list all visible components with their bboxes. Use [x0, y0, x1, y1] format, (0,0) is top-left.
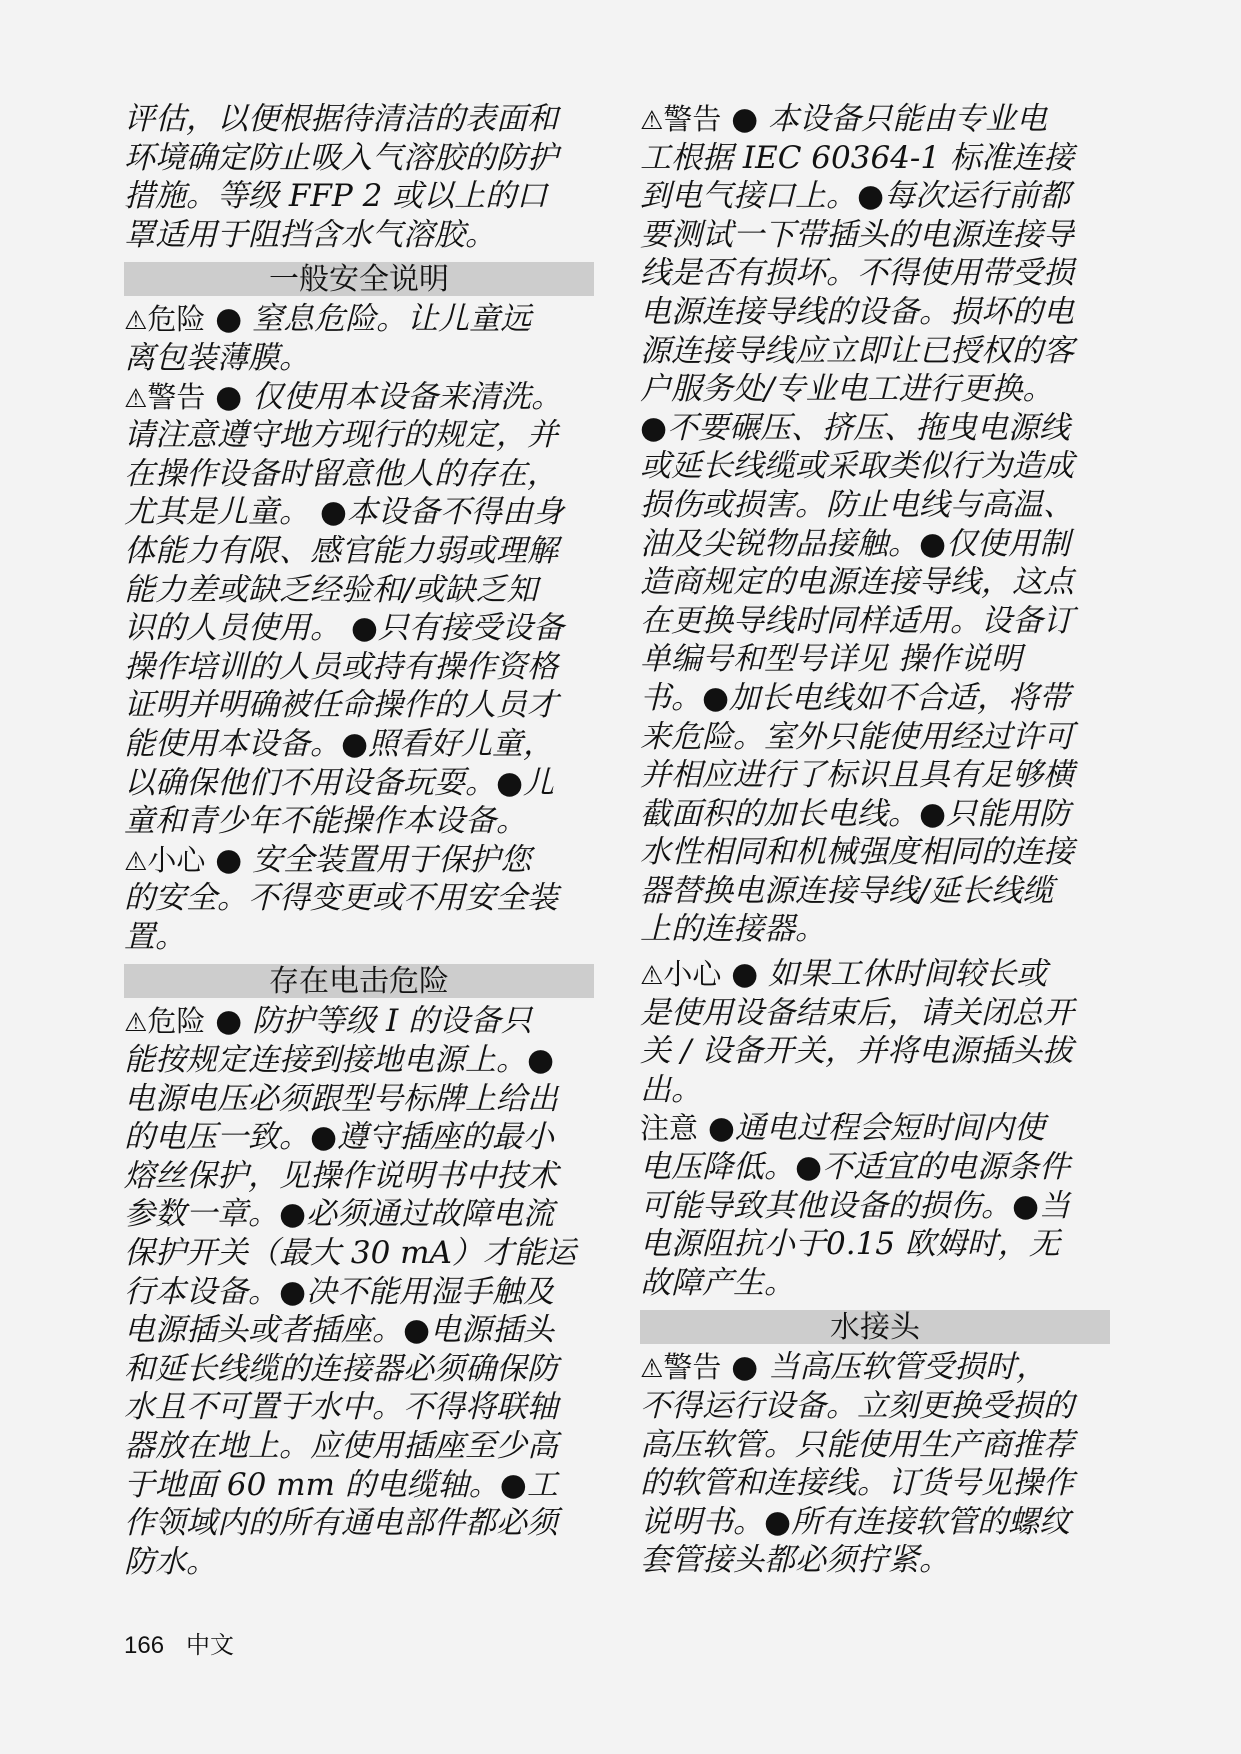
warning-label: 警告: [663, 1350, 722, 1385]
text-line: 是使用设备结束后，请关闭总开: [640, 994, 1074, 1031]
warning-block-electrician: [640, 100, 1110, 949]
text-line: ● 当高压软管受损时，: [721, 1349, 1048, 1386]
danger-label: 危险: [147, 302, 206, 337]
warning-triangle-icon: ⚠: [124, 846, 148, 877]
text-line: 保护开关（最大 30 mA）才能运: [124, 1235, 576, 1272]
text-line: 能使用本设备。●照看好儿童，: [124, 725, 555, 762]
text-line: ●通电过程会短时间内使: [698, 1110, 1045, 1147]
text-line: 或延长线缆或采取类似行为造成: [640, 448, 1074, 485]
warning-triangle-icon: ⚠: [640, 961, 664, 992]
text-line: 熔丝保护，见操作说明书中技术: [124, 1157, 558, 1194]
text-line: 体能力有限、感官能力弱或理解: [124, 532, 558, 569]
text-line: 说明书。●所有连接软管的螺纹: [640, 1503, 1071, 1540]
caution-block-safety-devices: [124, 841, 594, 957]
caution-label: 小心: [147, 842, 206, 877]
warning-triangle-icon: ⚠: [124, 383, 148, 414]
text-line: ● 窒息危险。让儿童远: [205, 301, 532, 338]
text-line: 防水。: [124, 1543, 217, 1580]
text-line: 水且不可置于水中。不得将联轴: [124, 1389, 558, 1426]
text-line: 器替换电源连接导线/延长线缆: [640, 872, 1054, 909]
danger-label: 危险: [147, 1004, 206, 1039]
text-line: 到电气接口上。●每次运行前都: [640, 178, 1071, 215]
warning-block-hose: [640, 1348, 1110, 1580]
page-number: 166: [124, 1632, 165, 1659]
text-line: 油及尖锐物品接触。●仅使用制: [640, 525, 1071, 562]
text-line: 不得运行设备。立刻更换受损的: [640, 1388, 1074, 1424]
left-column: [124, 100, 594, 1581]
text-line: 上的连接器。: [640, 911, 826, 948]
text-line: 关 / 设备开关，并将电源插头拔: [640, 1033, 1074, 1070]
warning-triangle-icon: ⚠: [124, 306, 148, 337]
text-line: 离包装薄膜。: [124, 339, 310, 376]
text-line: ● 防护等级 I 的设备只: [205, 1003, 533, 1040]
text-line: 在更换导线时同样适用。设备订: [640, 602, 1074, 639]
text-line: 行本设备。●决不能用湿手触及: [124, 1273, 555, 1310]
warning-triangle-icon: ⚠: [124, 1008, 148, 1039]
text-line: 电压降低。●不适宜的电源条件: [640, 1149, 1071, 1186]
text-line: 来危险。室外只能使用经过许可: [640, 718, 1074, 755]
text-line: 电源阻抗小于0.15 欧姆时，无: [640, 1226, 1060, 1263]
text-line: 能力差或缺乏经验和/或缺乏知: [124, 571, 538, 608]
text-line: ● 仅使用本设备来清洗。: [205, 378, 563, 415]
text-line: 书。●加长电线如不合适，将带: [640, 679, 1071, 716]
text-line: 故障产生。: [640, 1264, 795, 1301]
danger-block-electrical: [124, 1002, 594, 1581]
text-line: 水性相同和机械强度相同的连接: [640, 834, 1074, 871]
text-line: 套管接头都必须拧紧。: [640, 1542, 950, 1579]
text-line: 于地面 60 mm 的电缆轴。●工: [124, 1466, 558, 1503]
text-line: 在操作设备时留意他人的存在，: [124, 455, 558, 492]
text-line: 请注意遵守地方现行的规定，并: [124, 417, 558, 454]
caution-block-switch-off: [640, 955, 1110, 1109]
text-line: 器放在地上。应使用插座至少高: [124, 1428, 558, 1464]
text-line: 电源插头或者插座。●电源插头: [124, 1312, 555, 1349]
text-line: 证明并明确被任命操作的人员才: [124, 687, 558, 724]
text-line: 工根据 IEC 60364-1 标准连接: [640, 139, 1074, 176]
text-line: 电源电压必须跟型号标牌上给出: [124, 1080, 558, 1117]
warning-block-usage: [124, 378, 594, 841]
text-line: ● 本设备只能由专业电: [721, 101, 1048, 137]
text-line: ● 安全装置用于保护您: [205, 841, 532, 878]
language-label: 中文: [186, 1632, 235, 1659]
text-line: 能按规定连接到接地电源上。●: [124, 1042, 555, 1079]
text-line: 环境确定防止吸入气溶胶的防护: [124, 139, 558, 176]
text-line: 出。: [640, 1071, 702, 1108]
text-line: 电源连接导线的设备。损坏的电: [640, 293, 1074, 330]
warning-label: 警告: [147, 379, 206, 414]
text-line: 置。: [124, 918, 186, 955]
text-line: 造商规定的电源连接导线，这点: [640, 564, 1074, 601]
text-line: 并相应进行了标识且具有足够横: [640, 757, 1074, 794]
text-line: 可能导致其他设备的损伤。●当: [640, 1187, 1071, 1224]
note-label: 注意: [640, 1111, 699, 1146]
text-line: 童和青少年不能操作本设备。: [124, 803, 527, 840]
text-line: 高压软管。只能使用生产商推荐: [640, 1426, 1074, 1463]
text-line: ●不要碾压、挤压、拖曳电源线: [640, 409, 1071, 446]
text-line: 措施。等级 FFP 2 或以上的口: [124, 178, 548, 215]
text-line: 的软管和连接线。订货号见操作: [640, 1465, 1074, 1502]
text-line: 单编号和型号详见 操作说明: [640, 641, 1022, 678]
section-heading-water-connection: 水接头: [640, 1310, 1110, 1344]
text-line: 罩适用于阻挡含水气溶胶。: [124, 216, 496, 253]
text-line: 源连接导线应立即让已授权的客: [640, 332, 1074, 369]
text-line: 评估，以便根据待清洁的表面和: [124, 101, 558, 137]
text-line: ● 如果工休时间较长或: [721, 956, 1048, 993]
text-line: 户服务处/专业电工进行更换。: [640, 371, 1054, 408]
right-column: [640, 100, 1110, 1580]
text-line: 作领域内的所有通电部件都必须: [124, 1505, 558, 1542]
text-line: 尤其是儿童。 ●本设备不得由身: [124, 494, 564, 531]
intro-paragraph: [124, 100, 594, 254]
text-line: 以确保他们不用设备玩耍。●儿: [124, 764, 555, 801]
section-heading-electric-shock: 存在电击危险: [124, 964, 594, 998]
warning-triangle-icon: ⚠: [640, 106, 664, 136]
warning-triangle-icon: ⚠: [640, 1354, 664, 1385]
text-line: 损伤或损害。防止电线与高温、: [640, 486, 1074, 523]
text-line: 识的人员使用。 ●只有接受设备: [124, 610, 564, 647]
text-line: 要测试一下带插头的电源连接导: [640, 216, 1074, 253]
section-heading-general-safety: 一般安全说明: [124, 262, 594, 296]
text-line: 参数一章。●必须通过故障电流: [124, 1196, 555, 1233]
text-line: 线是否有损坏。不得使用带受损: [640, 255, 1074, 292]
text-line: 的安全。不得变更或不用安全装: [124, 880, 558, 917]
danger-block-suffocation: [124, 300, 594, 377]
text-line: 的电压一致。●遵守插座的最小: [124, 1119, 555, 1156]
warning-label: 警告: [663, 102, 722, 136]
text-line: 截面积的加长电线。●只能用防: [640, 795, 1071, 832]
note-block-voltage: [640, 1109, 1110, 1302]
caution-label: 小心: [663, 957, 722, 992]
text-line: 操作培训的人员或持有操作资格: [124, 648, 558, 685]
text-line: 和延长线缆的连接器必须确保防: [124, 1350, 558, 1387]
page-footer: [124, 1625, 256, 1660]
